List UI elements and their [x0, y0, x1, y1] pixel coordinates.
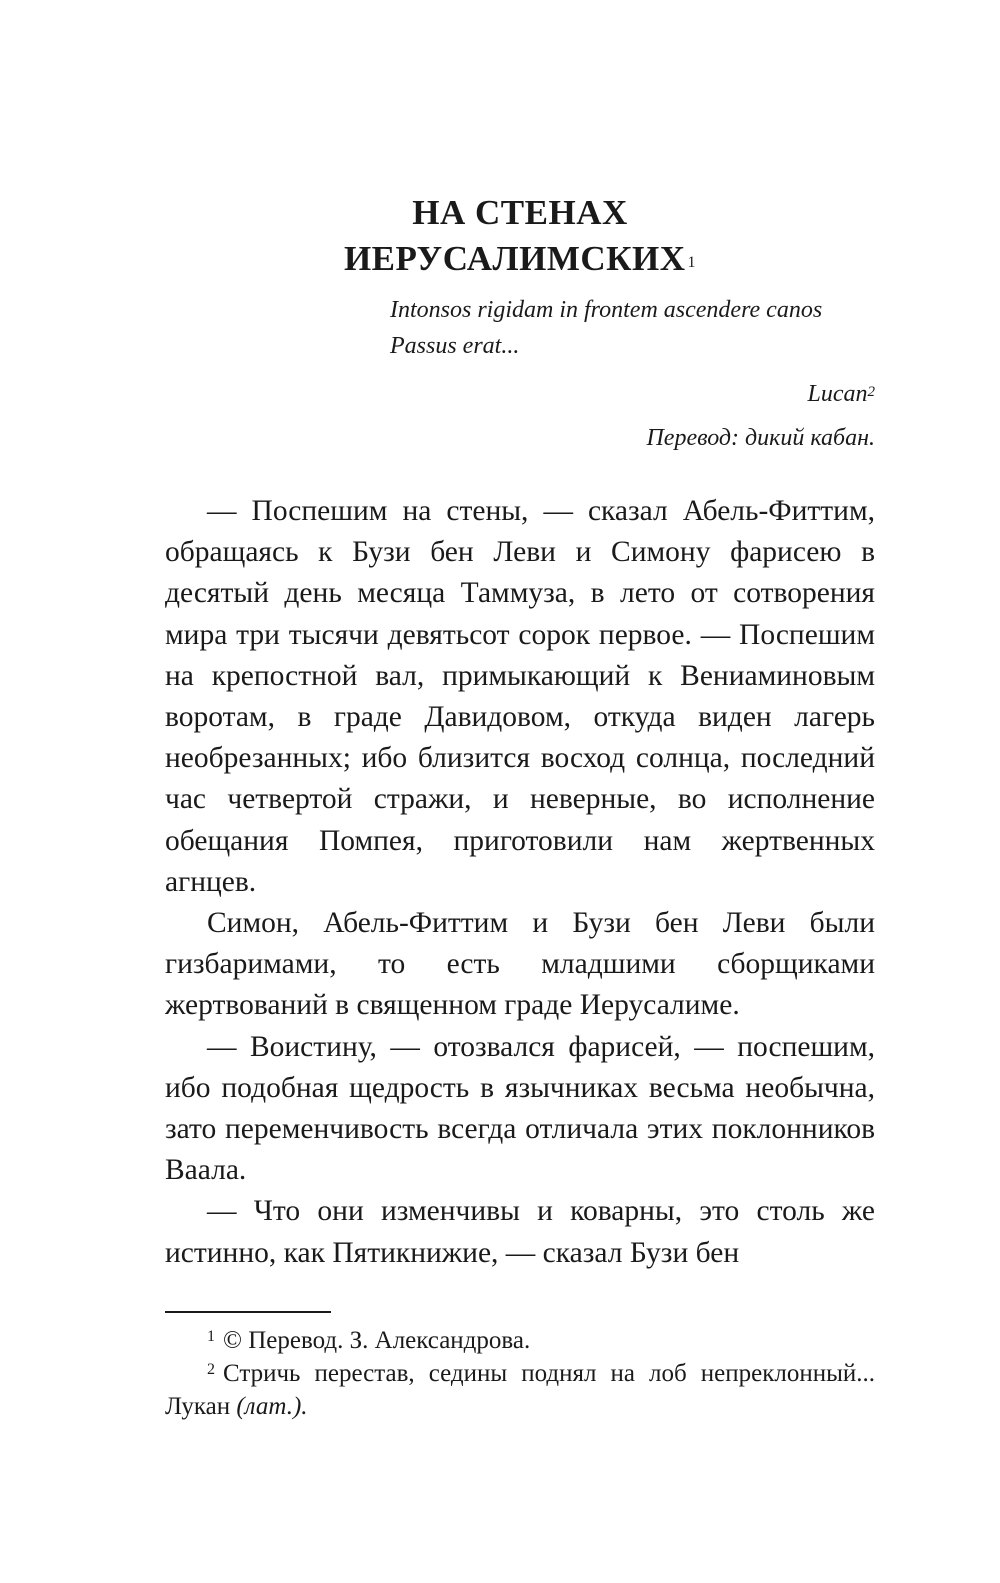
footnote-divider	[165, 1311, 331, 1313]
title-footnote-ref[interactable]: 1	[687, 254, 697, 271]
chapter-title-line-2-text: ИЕРУСАЛИМСКИХ	[343, 239, 686, 278]
chapter-title	[165, 190, 875, 282]
footnotes	[165, 1324, 875, 1423]
epigraph-author	[390, 376, 875, 412]
epigraph-line-2: Passus erat...	[390, 333, 520, 359]
paragraph: — Поспешим на стены, — сказал Абель-Фиттим, обращаясь к Бузи бен Леви и Симону фарисею в десятый день месяца Таммуза, в лето от сотворения мира три тысячи девятьсот сорок первое. — Поспешим на крепостной вал, примыкающий к Вениаминовым воротам, в граде Давидовом, откуда виден лагерь необрезанных; ибо близится восход солнца, последний час четвертой стражи, и неверные, во исполнение обещания Помпея, приготовили нам жертвенных агнцев.	[165, 495, 875, 898]
footnote-language-note: (лат.).	[236, 1393, 308, 1420]
footnote-text: © Перевод. З. Александрова.	[223, 1327, 531, 1354]
book-page	[165, 0, 875, 1583]
chapter-title-line-1: НА СТЕНАХ	[412, 193, 628, 232]
body-text	[165, 491, 875, 1274]
epigraph	[390, 292, 875, 456]
chapter-title-line-2	[165, 236, 875, 282]
footnote-marker: 2	[207, 1361, 215, 1378]
epigraph-line-1: Intonsos rigidam in frontem ascendere canos	[390, 297, 823, 323]
paragraph: — Что они изменчивы и коварны, это столь же истинно, как Пятикнижие, — сказал Бузи бен	[165, 1195, 875, 1269]
epigraph-translation: Перевод: дикий кабан.	[646, 425, 875, 451]
footnote-item	[165, 1324, 875, 1357]
epigraph-footnote-ref[interactable]: 2	[867, 384, 875, 400]
paragraph: Симон, Абель-Фиттим и Бузи бен Леви были гизбаримами, то есть младшими сборщиками жертвований в священном граде Иерусалиме.	[165, 907, 875, 1022]
paragraph: — Воистину, — отозвался фарисей, — поспешим, ибо подобная щедрость в язычниках весьма необычна, зато переменчивость всегда отличала этих поклонников Ваала.	[165, 1030, 875, 1187]
footnote-marker: 1	[207, 1328, 215, 1345]
footnote-item	[165, 1357, 875, 1423]
epigraph-author-name: Lucan	[807, 381, 868, 407]
footnote-text: Стричь перестав, седины поднял на лоб непреклонный... Лукан	[165, 1360, 875, 1420]
